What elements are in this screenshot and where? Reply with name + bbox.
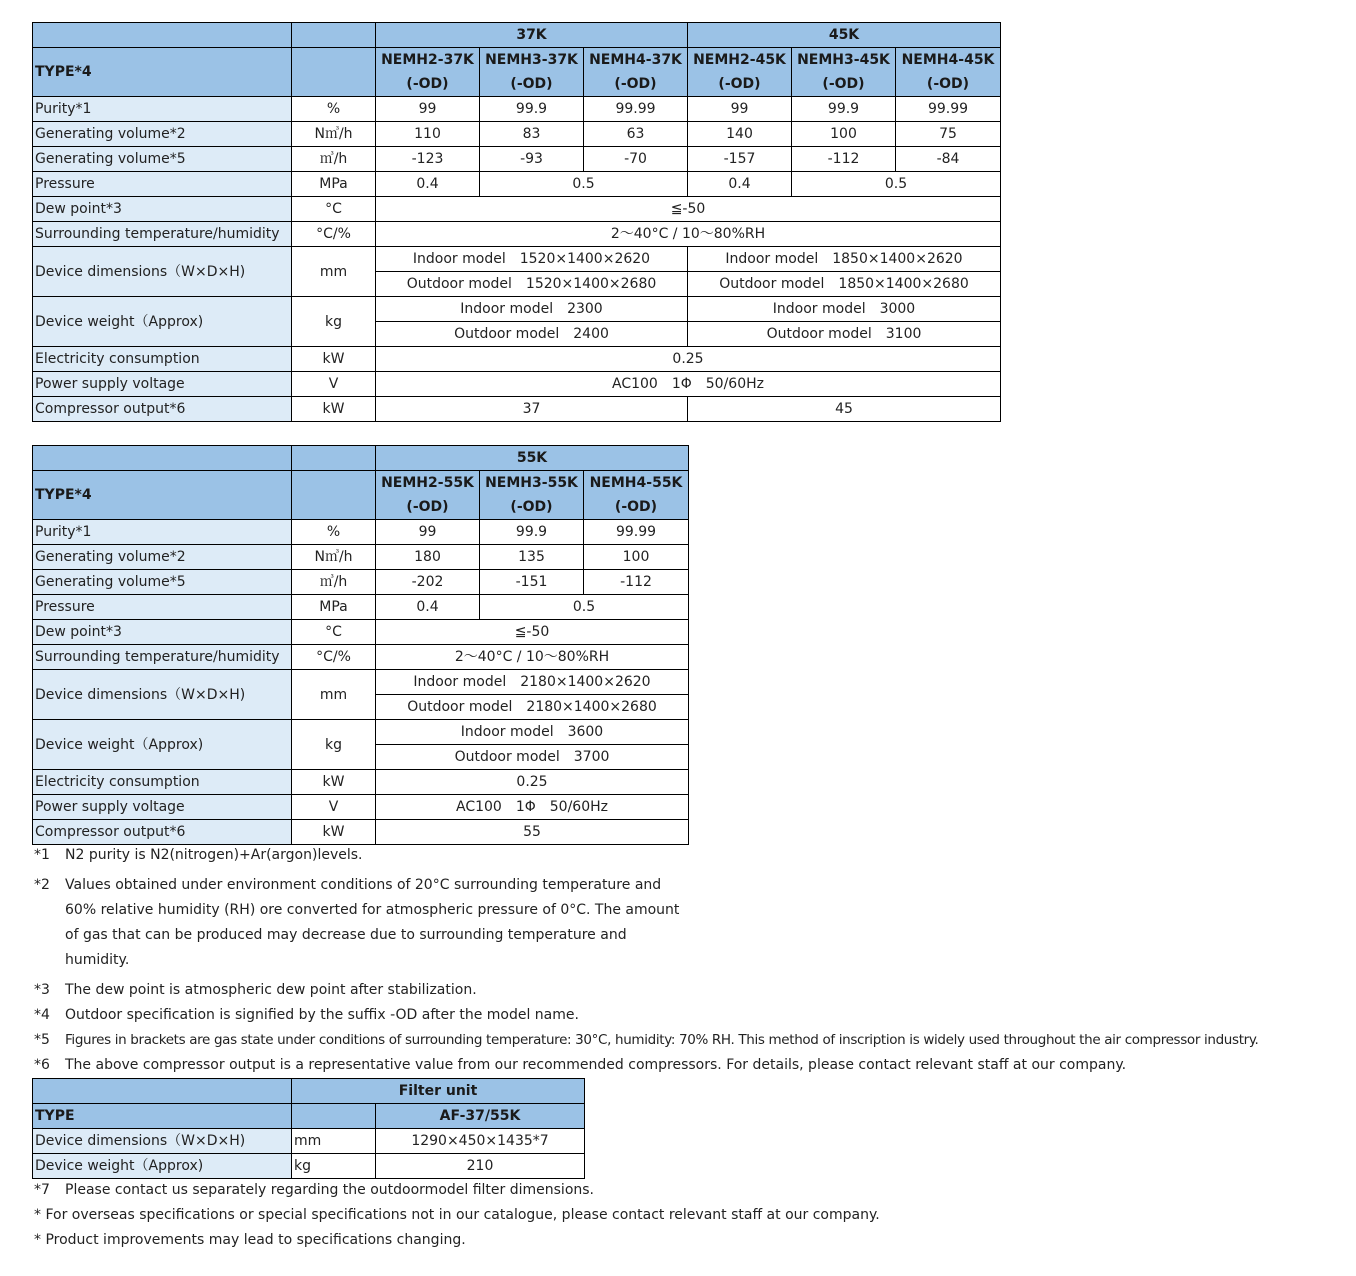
row-label: Generating volume*5 bbox=[33, 570, 292, 595]
cell-value: -202 bbox=[376, 570, 480, 595]
cell-value: Outdoor model 1520×1400×2680 bbox=[376, 272, 688, 297]
cell-value: 2～40°C / 10～80%RH bbox=[376, 222, 1001, 247]
row-label: Device weight（Approx) bbox=[33, 297, 292, 347]
model-name: NEMH2-45K bbox=[693, 52, 786, 68]
header-blank-unit bbox=[292, 471, 376, 520]
cell-value: 1290×450×1435*7 bbox=[376, 1129, 585, 1154]
row-unit: V bbox=[292, 795, 376, 820]
cell-value: Indoor model 2180×1400×2620 bbox=[376, 670, 689, 695]
model-name: NEMH4-37K bbox=[589, 52, 682, 68]
cell-value: -151 bbox=[480, 570, 584, 595]
row-unit: °C/% bbox=[292, 645, 376, 670]
header-blank-unit bbox=[292, 23, 376, 48]
cell-value: AC100 1Φ 50/60Hz bbox=[376, 795, 689, 820]
row-label: Pressure bbox=[33, 172, 292, 197]
row-label: Device weight（Approx) bbox=[33, 1154, 292, 1179]
spec-table-37k-45k bbox=[32, 22, 1001, 422]
model-suffix: (-OD) bbox=[510, 499, 553, 515]
model-header bbox=[688, 48, 792, 97]
row-label: Generating volume*2 bbox=[33, 545, 292, 570]
header-row-group bbox=[33, 1079, 585, 1104]
cell-value: Outdoor model 2180×1400×2680 bbox=[376, 695, 689, 720]
cell-value: 0.5 bbox=[792, 172, 1001, 197]
cell-value: 45 bbox=[688, 397, 1001, 422]
header-row-type bbox=[33, 1104, 585, 1129]
row-unit: % bbox=[292, 520, 376, 545]
model-suffix: (-OD) bbox=[926, 76, 970, 92]
cell-value: Indoor model 1850×1400×2620 bbox=[688, 247, 1001, 272]
footnote-mark: *7 bbox=[34, 1182, 50, 1198]
row-unit: kW bbox=[292, 347, 376, 372]
cell-value: 2～40°C / 10～80%RH bbox=[376, 645, 689, 670]
row-compressor-output bbox=[33, 397, 1001, 422]
row-unit: V bbox=[292, 372, 376, 397]
cell-value: 99.9 bbox=[480, 97, 584, 122]
model-suffix: (-OD) bbox=[406, 499, 449, 515]
type-label: TYPE*4 bbox=[33, 471, 292, 520]
footnote-7 bbox=[34, 1178, 880, 1203]
row-unit: kW bbox=[292, 820, 376, 845]
row-unit: kg bbox=[292, 297, 376, 347]
row-label: Electricity consumption bbox=[33, 770, 292, 795]
row-pressure bbox=[33, 595, 689, 620]
row-unit: mm bbox=[292, 670, 376, 720]
model-header: AF-37/55K bbox=[376, 1104, 585, 1129]
footnote-5 bbox=[34, 1028, 1259, 1053]
footnote-improvements bbox=[34, 1228, 880, 1253]
footnote-text: The above compressor output is a representative value from our recommended compressors. For details, please contact relevant staff at our company. bbox=[65, 1057, 1127, 1073]
group-header-45k: 45K bbox=[688, 23, 1001, 48]
row-label: Device dimensions（W×D×H) bbox=[33, 247, 292, 297]
footnote-text: Figures in brackets are gas state under conditions of surrounding temperature: 30°C, humidity: 70% RH. This method of inscription is widely used throughout the air compressor industry. bbox=[65, 1032, 1259, 1048]
model-header bbox=[480, 471, 584, 520]
model-suffix: (-OD) bbox=[406, 76, 449, 92]
row-generating-volume-5 bbox=[33, 570, 689, 595]
cell-value: 99 bbox=[688, 97, 792, 122]
row-surrounding bbox=[33, 645, 689, 670]
model-header bbox=[584, 471, 689, 520]
row-electricity bbox=[33, 770, 689, 795]
cell-value: 75 bbox=[896, 122, 1001, 147]
group-header-filter-unit: Filter unit bbox=[292, 1079, 585, 1104]
cell-value: 0.4 bbox=[376, 595, 480, 620]
cell-value: -123 bbox=[376, 147, 480, 172]
row-label: Pressure bbox=[33, 595, 292, 620]
row-surrounding bbox=[33, 222, 1001, 247]
cell-value: 99.99 bbox=[584, 97, 688, 122]
footnote-4 bbox=[34, 1003, 1259, 1028]
row-label: Device weight（Approx) bbox=[33, 720, 292, 770]
footnote-mark: *6 bbox=[34, 1057, 50, 1073]
cell-value: -93 bbox=[480, 147, 584, 172]
row-unit: mm bbox=[292, 247, 376, 297]
cell-value: 99.99 bbox=[896, 97, 1001, 122]
model-name: NEMH4-45K bbox=[901, 52, 995, 68]
cell-value: Indoor model 3600 bbox=[376, 720, 689, 745]
cell-value: Indoor model 2300 bbox=[376, 297, 688, 322]
row-unit: mm bbox=[292, 1129, 376, 1154]
model-name: NEMH3-55K bbox=[485, 475, 578, 491]
row-label: Generating volume*2 bbox=[33, 122, 292, 147]
cell-value: -112 bbox=[584, 570, 689, 595]
row-label: Power supply voltage bbox=[33, 372, 292, 397]
cell-value: -84 bbox=[896, 147, 1001, 172]
row-label: Purity*1 bbox=[33, 97, 292, 122]
cell-value: -157 bbox=[688, 147, 792, 172]
cell-value: 83 bbox=[480, 122, 584, 147]
row-label: Compressor output*6 bbox=[33, 820, 292, 845]
cell-value: 100 bbox=[584, 545, 689, 570]
footnotes bbox=[34, 843, 1259, 1078]
footnote-6 bbox=[34, 1053, 1259, 1078]
row-label: Dew point*3 bbox=[33, 620, 292, 645]
row-purity bbox=[33, 520, 689, 545]
model-name: NEMH3-37K bbox=[485, 52, 578, 68]
footnote-2 bbox=[34, 873, 1259, 973]
footnote-text: * For overseas specifications or special specifications not in our catalogue, please contact relevant staff at our company. bbox=[34, 1207, 880, 1223]
model-name: NEMH2-55K bbox=[381, 475, 474, 491]
model-name: NEMH4-55K bbox=[589, 475, 683, 491]
footnote-text: Please contact us separately regarding the outdoormodel filter dimensions. bbox=[65, 1182, 595, 1198]
footnote-mark: *5 bbox=[34, 1032, 50, 1048]
row-power-supply bbox=[33, 795, 689, 820]
footnote-3 bbox=[34, 978, 1259, 1003]
group-header-37k: 37K bbox=[376, 23, 688, 48]
row-unit: °C bbox=[292, 197, 376, 222]
footnotes-filter bbox=[34, 1178, 880, 1253]
cell-value: 99 bbox=[376, 97, 480, 122]
model-suffix: (-OD) bbox=[510, 76, 553, 92]
model-name: NEMH3-45K bbox=[797, 52, 890, 68]
row-unit: kW bbox=[292, 397, 376, 422]
row-unit: ㎥/h bbox=[292, 570, 376, 595]
cell-value: 210 bbox=[376, 1154, 585, 1179]
row-unit: N㎥/h bbox=[292, 122, 376, 147]
cell-value: -70 bbox=[584, 147, 688, 172]
cell-value: Outdoor model 3700 bbox=[376, 745, 689, 770]
footnote-mark: *2 bbox=[34, 877, 50, 893]
model-header bbox=[376, 48, 480, 97]
cell-value: Indoor model 1520×1400×2620 bbox=[376, 247, 688, 272]
cell-value: ≦-50 bbox=[376, 197, 1001, 222]
row-unit: kg bbox=[292, 720, 376, 770]
header-blank bbox=[33, 1079, 292, 1104]
model-header bbox=[376, 471, 480, 520]
model-suffix: (-OD) bbox=[718, 76, 761, 92]
footnote-mark: *1 bbox=[34, 847, 50, 863]
filter-unit-table bbox=[32, 1078, 585, 1179]
cell-value: -112 bbox=[792, 147, 896, 172]
header-blank bbox=[33, 23, 292, 48]
cell-value: 99.9 bbox=[792, 97, 896, 122]
row-generating-volume-2 bbox=[33, 545, 689, 570]
cell-value: ≦-50 bbox=[376, 620, 689, 645]
row-label: Device dimensions（W×D×H) bbox=[33, 1129, 292, 1154]
model-suffix: (-OD) bbox=[614, 499, 658, 515]
row-unit: MPa bbox=[292, 595, 376, 620]
cell-value: Indoor model 3000 bbox=[688, 297, 1001, 322]
cell-value: 55 bbox=[376, 820, 689, 845]
cell-value: 99 bbox=[376, 520, 480, 545]
row-generating-volume-5 bbox=[33, 147, 1001, 172]
row-label: Purity*1 bbox=[33, 520, 292, 545]
row-electricity bbox=[33, 347, 1001, 372]
group-header-55k: 55K bbox=[376, 446, 689, 471]
cell-value: Outdoor model 2400 bbox=[376, 322, 688, 347]
cell-value: Outdoor model 3100 bbox=[688, 322, 1001, 347]
model-suffix: (-OD) bbox=[614, 76, 657, 92]
footnote-text: * Product improvements may lead to specifications changing. bbox=[34, 1232, 466, 1248]
row-unit: % bbox=[292, 97, 376, 122]
cell-value: 99.99 bbox=[584, 520, 689, 545]
footnote-mark: *4 bbox=[34, 1007, 50, 1023]
cell-value: 0.4 bbox=[376, 172, 480, 197]
row-dimensions bbox=[33, 1129, 585, 1154]
header-blank-unit bbox=[292, 48, 376, 97]
footnote-text: N2 purity is N2(nitrogen)+Ar(argon)levels. bbox=[65, 847, 363, 863]
cell-value: 180 bbox=[376, 545, 480, 570]
row-dew-point bbox=[33, 620, 689, 645]
row-compressor-output bbox=[33, 820, 689, 845]
footnote-mark: *3 bbox=[34, 982, 50, 998]
footnote-text: Outdoor specification is signified by the suffix -OD after the model name. bbox=[65, 1007, 579, 1023]
header-row-groups bbox=[33, 446, 689, 471]
model-header bbox=[584, 48, 688, 97]
row-unit: kg bbox=[292, 1154, 376, 1179]
model-header bbox=[480, 48, 584, 97]
header-blank-unit bbox=[292, 446, 376, 471]
header-row-models bbox=[33, 48, 1001, 97]
row-label: Compressor output*6 bbox=[33, 397, 292, 422]
cell-value: 0.25 bbox=[376, 347, 1001, 372]
model-name: NEMH2-37K bbox=[381, 52, 474, 68]
row-weight bbox=[33, 1154, 585, 1179]
cell-value: 135 bbox=[480, 545, 584, 570]
footnote-overseas bbox=[34, 1203, 880, 1228]
row-unit: ㎥/h bbox=[292, 147, 376, 172]
row-generating-volume-2 bbox=[33, 122, 1001, 147]
cell-value: 63 bbox=[584, 122, 688, 147]
header-blank bbox=[33, 446, 292, 471]
model-header bbox=[792, 48, 896, 97]
row-label: Surrounding temperature/humidity bbox=[33, 222, 292, 247]
cell-value: 99.9 bbox=[480, 520, 584, 545]
row-label: Generating volume*5 bbox=[33, 147, 292, 172]
row-dimensions-indoor bbox=[33, 247, 1001, 272]
row-unit: °C bbox=[292, 620, 376, 645]
row-label: Dew point*3 bbox=[33, 197, 292, 222]
row-pressure bbox=[33, 172, 1001, 197]
header-blank-unit bbox=[292, 1104, 376, 1129]
row-unit: °C/% bbox=[292, 222, 376, 247]
cell-value: 37 bbox=[376, 397, 688, 422]
cell-value: 100 bbox=[792, 122, 896, 147]
row-power-supply bbox=[33, 372, 1001, 397]
cell-value: Outdoor model 1850×1400×2680 bbox=[688, 272, 1001, 297]
row-unit: MPa bbox=[292, 172, 376, 197]
row-dimensions-indoor bbox=[33, 670, 689, 695]
row-label: Power supply voltage bbox=[33, 795, 292, 820]
spec-table-55k bbox=[32, 445, 689, 845]
type-label: TYPE*4 bbox=[33, 48, 292, 97]
model-header bbox=[896, 48, 1001, 97]
row-purity bbox=[33, 97, 1001, 122]
row-unit: kW bbox=[292, 770, 376, 795]
cell-value: 0.5 bbox=[480, 172, 688, 197]
row-label: Electricity consumption bbox=[33, 347, 292, 372]
row-weight-indoor bbox=[33, 720, 689, 745]
cell-value: 0.5 bbox=[480, 595, 689, 620]
type-label: TYPE bbox=[33, 1104, 292, 1129]
row-unit: N㎥/h bbox=[292, 545, 376, 570]
header-row-groups bbox=[33, 23, 1001, 48]
header-row-models bbox=[33, 471, 689, 520]
row-weight-indoor bbox=[33, 297, 1001, 322]
cell-value: AC100 1Φ 50/60Hz bbox=[376, 372, 1001, 397]
footnote-1 bbox=[34, 843, 1259, 868]
footnote-text: The dew point is atmospheric dew point after stabilization. bbox=[65, 982, 477, 998]
row-dew-point bbox=[33, 197, 1001, 222]
row-label: Surrounding temperature/humidity bbox=[33, 645, 292, 670]
cell-value: 0.25 bbox=[376, 770, 689, 795]
model-suffix: (-OD) bbox=[822, 76, 865, 92]
row-label: Device dimensions（W×D×H) bbox=[33, 670, 292, 720]
cell-value: 110 bbox=[376, 122, 480, 147]
cell-value: 140 bbox=[688, 122, 792, 147]
footnote-text: Values obtained under environment conditions of 20°C surrounding temperature and 60% relative humidity (RH) ore converted for atmospheric pressure of 0°C. The amount of gas that can be produced may decrease due to surrounding temperature and humidity. bbox=[65, 877, 680, 968]
cell-value: 0.4 bbox=[688, 172, 792, 197]
